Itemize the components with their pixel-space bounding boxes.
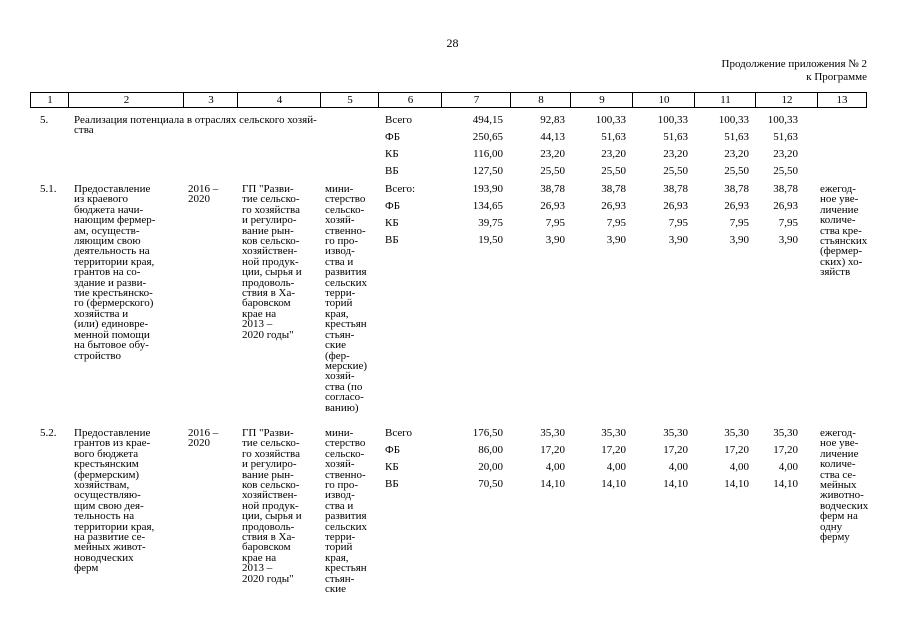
funding-value: 19,50 [478,234,503,246]
column-number-8: 8 [510,92,571,108]
funding-value: 51,63 [773,131,798,143]
funding-value: 26,93 [724,200,749,212]
row-number: 5. [40,114,49,126]
funding-source: ВБ [385,478,399,490]
row-title: Предоставление из краевого бюджета начи- нающим фермер- ам, осуществ- ляющим свою деятельность на территории края, грантов на со- здание и разви- тие крестьянско- го (фермерского) хозяйства и (или) единовре- менной помощи на бытовое обу- стройство [74,183,156,362]
funding-value: 494,15 [472,114,503,126]
row-number: 5.2. [40,427,57,439]
funding-value: 51,63 [724,131,749,143]
funding-value: 92,83 [540,114,565,126]
column-number-13: 13 [817,92,867,108]
funding-value: 4,00 [668,461,688,473]
funding-value: 14,10 [601,478,626,490]
funding-value: 25,50 [601,165,626,177]
funding-value: 17,20 [773,444,798,456]
funding-source: ВБ [385,165,399,177]
funding-value: 14,10 [773,478,798,490]
continuation-line-2: к Программе [806,71,867,83]
funding-value: 38,78 [601,183,626,195]
row-executor: мини- стерство сельско- хозяй- ственно- го про- извод- ства и развития сельских терри- торий края, крестьян стьян- ские [325,427,368,596]
column-number-3: 3 [183,92,238,108]
funding-value: 4,00 [545,461,565,473]
funding-value: 4,00 [778,461,798,473]
funding-value: 38,78 [540,183,565,195]
funding-value: 7,95 [606,217,626,229]
funding-value: 7,95 [778,217,798,229]
funding-value: 20,00 [478,461,503,473]
funding-value: 3,90 [668,234,688,246]
row-period: 2016 – 2020 [188,183,219,206]
funding-value: 17,20 [601,444,626,456]
row-number: 5.1. [40,183,57,195]
funding-value: 38,78 [663,183,688,195]
funding-value: 193,90 [472,183,503,195]
funding-value: 4,00 [606,461,626,473]
funding-value: 17,20 [724,444,749,456]
funding-value: 23,20 [773,148,798,160]
funding-value: 38,78 [773,183,798,195]
funding-value: 51,63 [663,131,688,143]
funding-value: 86,00 [478,444,503,456]
column-number-2: 2 [68,92,184,108]
funding-value: 26,93 [601,200,626,212]
funding-value: 35,30 [663,427,688,439]
funding-value: 44,13 [540,131,565,143]
row-executor: мини- стерство сельско- хозяй- ственно- го про- извод- ства и развития сельских терри- торий края, крестьян стьян- ские (фер- мерские) хозяй- ства (по согласо- ванию) [325,183,368,414]
row-program: ГП "Разви- тие сельско- го хозяйства и регулиро- вание рын- ков сельско- хозяйствен- ной продук- ции, сырья и продоволь- ствия в Ха- баровском крае на 2013 – 2020 годы" [242,183,302,341]
funding-source: ВБ [385,234,399,246]
funding-value: 14,10 [540,478,565,490]
continuation-note [722,58,867,84]
funding-value: 134,65 [472,200,503,212]
row-program: ГП "Разви- тие сельско- го хозяйства и регулиро- вание рын- ков сельско- хозяйствен- ной продук- ции, сырья и продоволь- ствия в Ха- баровском крае на 2013 – 2020 годы" [242,427,302,585]
funding-value: 7,95 [668,217,688,229]
funding-value: 7,95 [545,217,565,229]
funding-value: 7,95 [729,217,749,229]
column-number-11: 11 [694,92,756,108]
funding-value: 116,00 [473,148,503,160]
funding-value: 26,93 [773,200,798,212]
funding-value: 23,20 [540,148,565,160]
funding-value: 3,90 [778,234,798,246]
funding-value: 25,50 [724,165,749,177]
funding-value: 17,20 [663,444,688,456]
funding-value: 25,50 [773,165,798,177]
funding-value: 35,30 [773,427,798,439]
funding-value: 38,78 [724,183,749,195]
column-number-1: 1 [30,92,69,108]
funding-value: 35,30 [724,427,749,439]
funding-value: 100,33 [595,114,626,126]
funding-source: КБ [385,461,399,473]
funding-source: Всего [385,427,412,439]
column-number-9: 9 [570,92,633,108]
funding-value: 4,00 [729,461,749,473]
funding-value: 14,10 [663,478,688,490]
column-number-7: 7 [441,92,511,108]
funding-value: 35,30 [601,427,626,439]
funding-value: 35,30 [540,427,565,439]
funding-value: 100,33 [657,114,688,126]
funding-value: 23,20 [724,148,749,160]
funding-value: 51,63 [601,131,626,143]
column-number-12: 12 [755,92,818,108]
funding-value: 100,33 [718,114,749,126]
funding-value: 3,90 [606,234,626,246]
funding-value: 23,20 [601,148,626,160]
funding-value: 17,20 [540,444,565,456]
funding-value: 26,93 [663,200,688,212]
funding-source: Всего [385,114,412,126]
funding-source: КБ [385,148,399,160]
funding-source: ФБ [385,131,401,143]
column-number-5: 5 [320,92,379,108]
row-title: Предоставление грантов из крае- вого бюджета крестьянским (фермерским) хозяйствам, осуществляю- щим свою дея- тельность на территории края, на развитие се- мейных живот- новодческих ферм [74,427,155,575]
continuation-line-1: Продолжение приложения № 2 [721,58,867,70]
funding-value: 26,93 [540,200,565,212]
funding-value: 250,65 [472,131,503,143]
page-number: 28 [446,36,459,50]
row-period: 2016 – 2020 [188,427,219,450]
funding-source: Всего: [385,183,416,195]
row-result: ежегод- ное уве- личение количе- ства се- мейных животно- водческих ферм на одну ферму [820,427,869,544]
funding-value: 14,10 [724,478,749,490]
funding-value: 23,20 [663,148,688,160]
funding-value: 3,90 [729,234,749,246]
funding-value: 127,50 [472,165,503,177]
row-result: ежегод- ное уве- личение количе- ства кре- стьянских (фермер- ских) хо- зяйств [820,183,868,279]
column-number-6: 6 [378,92,442,108]
funding-value: 25,50 [540,165,565,177]
funding-value: 176,50 [472,427,503,439]
funding-source: ФБ [385,200,401,212]
column-number-4: 4 [237,92,321,108]
column-number-10: 10 [632,92,695,108]
funding-source: КБ [385,217,399,229]
funding-source: ФБ [385,444,401,456]
funding-value: 39,75 [478,217,503,229]
funding-value: 70,50 [478,478,503,490]
funding-value: 3,90 [545,234,565,246]
row-title: Реализация потенциала в отраслях сельского хозяй- ства [74,114,317,137]
funding-value: 100,33 [767,114,798,126]
funding-value: 25,50 [663,165,688,177]
